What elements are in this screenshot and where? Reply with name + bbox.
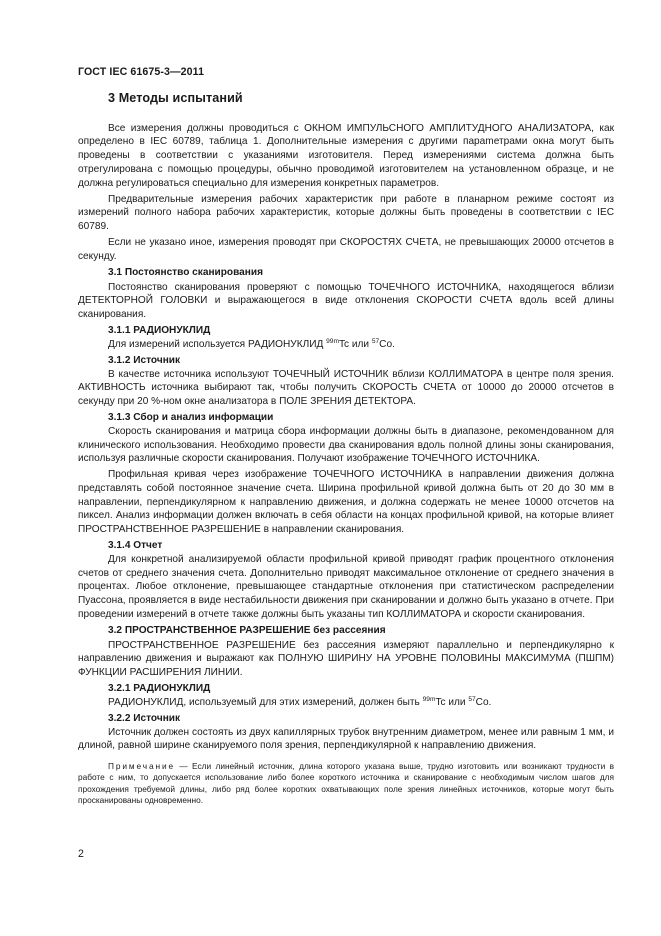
mass-number: 99m — [326, 337, 339, 345]
mass-number: 57 — [371, 337, 380, 345]
text: Tc или — [338, 338, 372, 350]
note-label: Примечание — [108, 760, 176, 771]
paragraph: В качестве источника используют ТОЧЕЧНЫЙ ИСТОЧНИК вблизи КОЛЛИМАТОРА в центре поля зрения. АКТИВНОСТЬ источника выбирают так, чтобы получить СКОРОСТЬ СЧЕТА от 10000 до 20000 отсчетов в секунду при 20 %-ном окне анализатора в ПОЛЕ ЗРЕНИЯ ДЕТЕКТОРА. — [78, 368, 614, 408]
paragraph: Для конкретной анализируемой области профильной кривой приводят график процентного отклонения счетов от среднего значения счета. Дополнительно приводят максимальное отклонение от среднего значения в процентах. Любое отклонение, превышающее стандартные отклонения при статистическом распределении Пуассона, проявляется в виде нестабильности движения при сканировании и должно быть указано в отчете. При проведении измерений в отчете также должны быть указаны тип КОЛЛИМАТОРА и скорости сканирования. — [78, 553, 614, 620]
section-3-heading: 3 Методы испытаний — [108, 91, 243, 105]
section-3-1-2-heading: 3.1.2 Источник — [108, 354, 181, 366]
section-3-1-heading: 3.1 Постоянство сканирования — [108, 266, 263, 278]
text: Co. — [379, 338, 395, 350]
paragraph: Скорость сканирования и матрица сбора информации должны быть в диапазоне, рекомендованном для клинического использования. Необходимо провести два сканирования вдоль полной длины зоны сканирования, используя различные скорости сканирования. Получают изображение ТОЧЕЧНОГО ИСТОЧНИКА. — [78, 425, 614, 465]
section-3-1-3-heading: 3.1.3 Сбор и анализ информации — [108, 412, 274, 424]
paragraph: ПРОСТРАНСТВЕННОЕ РАЗРЕШЕНИЕ без рассеяния измеряют параллельно и перпендикулярно к направлению движения и выражают как ПОЛНУЮ ШИРИНУ НА УРОВНЕ ПОЛОВИНЫ МАКСИМУМА (ПШПМ) ФУНКЦИИ РАСШИРЕНИЯ ЛИНИИ. — [78, 639, 614, 678]
paragraph: Предварительные измерения рабочих характеристик при работе в планарном режиме состоят из измерений полного набора рабочих характеристик, которые должны быть проведены в соответствии с IEC 60789. — [78, 193, 614, 233]
section-3-2-heading: 3.2 ПРОСТРАНСТВЕННОЕ РАЗРЕШЕНИЕ без рассеяния — [108, 624, 386, 636]
mass-number: 57 — [468, 695, 476, 703]
section-3-1-1-heading: 3.1.1 РАДИОНУКЛИД — [108, 325, 211, 337]
note-text: — Если линейный источник, длина которого указана выше, трудно изготовить или возникают трудности в работе с ним, то допускается использование либо более короткого источника и сканирование с необходимым числом шагов для прохождения требуемой длины, либо ряд более коротких охватывающих поле зрения линейных источников, которые могут быть просканированы одновременно. — [78, 760, 614, 806]
note — [78, 761, 614, 807]
text: Для измерений используется РАДИОНУКЛИД — [108, 338, 327, 350]
page-number: 2 — [78, 848, 84, 860]
section-3-2-2-heading: 3.2.2 Источник — [108, 712, 181, 724]
section-3-1-4-heading: 3.1.4 Отчет — [108, 540, 163, 552]
text: Tc или — [435, 696, 469, 708]
paragraph-radionuclide — [78, 338, 614, 352]
paragraph: Если не указано иное, измерения проводят при СКОРОСТЯХ СЧЕТА, не превышающих 20000 отсчетов в секунду. — [78, 237, 614, 262]
paragraph: Источник должен состоять из двух капиллярных трубок внутренним диаметром, менее или равным 1 мм, и длиной, равной ширине сканируемого поля зрения, перпендикулярной к направлению движения. — [78, 726, 614, 752]
mass-number: 99m — [422, 695, 436, 703]
text: РАДИОНУКЛИД, используемый для этих измерений, должен быть — [108, 696, 423, 708]
paragraph: Постоянство сканирования проверяют с помощью ТОЧЕЧНОГО ИСТОЧНИКА, находящегося вблизи ДЕТЕКТОРНОЙ ГОЛОВКИ и выражающегося в виде отклонения СКОРОСТИ СЧЕТА вдоль всей длины сканирования. — [78, 281, 614, 321]
running-header: ГОСТ IEC 61675-3—2011 — [78, 66, 205, 78]
paragraph-radionuclide — [78, 696, 614, 710]
paragraph: Все измерения должны проводиться с ОКНОМ ИМПУЛЬСНОГО АМПЛИТУДНОГО АНАЛИЗАТОРА, как определено в IEC 60789, таблица 1. Дополнительные измерения с другими параmетрами окна могут быть проведены в соответствии с указаниями изготовителя. Перед измерениями система должна быть отрегулирована с помощью процедуры, обычно проводимой изготовителем на установленном образце, и не должна регулироваться специально для измерения конкретных параметров. — [78, 122, 614, 189]
text: Co. — [475, 696, 492, 708]
section-3-2-1-heading: 3.2.1 РАДИОНУКЛИД — [108, 683, 211, 695]
paragraph: Профильная кривая через изображение ТОЧЕЧНОГО ИСТОЧНИКА в направлении движения должна представлять собой постоянное значение счета. Ширина профильной кривой должна быть от 20 до 30 мм в направлении, перпендикулярном к направлению движения, и должна содержать не менее 10000 отсчетов на пиксел. Анализ информации должен включать в себя области на концах профильной кривой, на которые влияет ПРОСТРАНСТВЕННОЕ РАЗРЕШЕНИЕ в направлении сканирования. — [78, 469, 614, 536]
page-body — [78, 92, 614, 807]
